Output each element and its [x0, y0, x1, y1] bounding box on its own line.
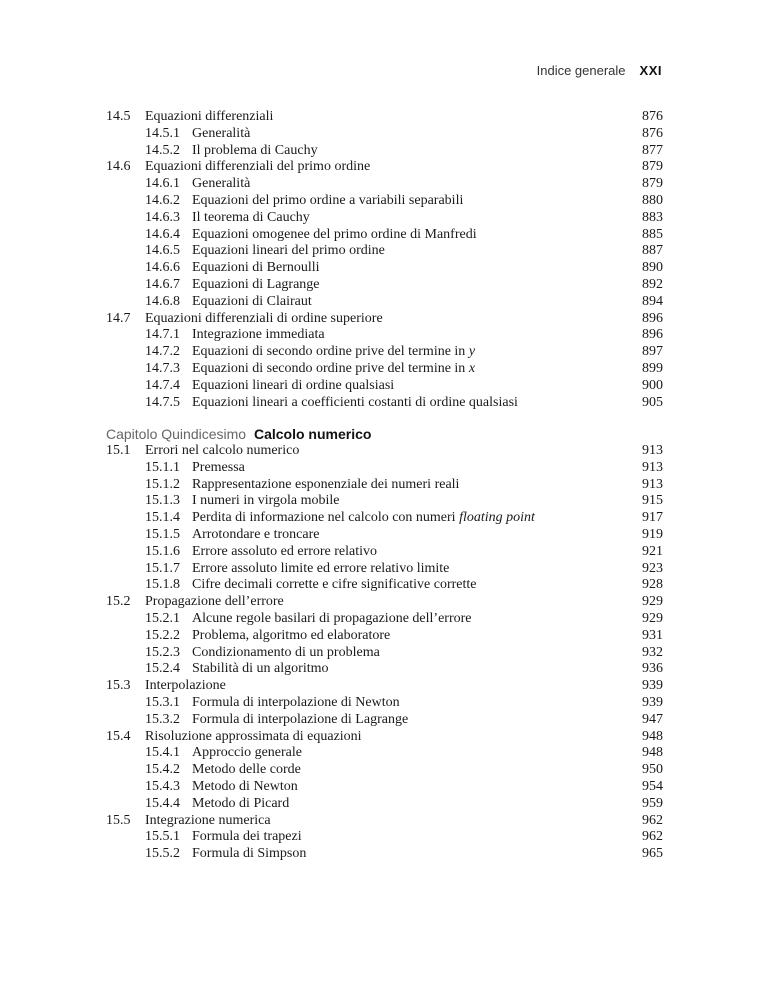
toc-entry-title-wrap — [192, 779, 623, 796]
toc-entry-title-wrap — [192, 126, 623, 143]
toc-entry-page-number: 905 — [642, 394, 663, 410]
toc-entry-title: Risoluzione approssimata di equazioni — [145, 728, 362, 744]
toc-entry-page-number: 879 — [642, 176, 663, 192]
toc-entry-number: 14.6.4 — [145, 226, 180, 242]
toc-entry-page-number: 913 — [642, 459, 663, 475]
toc-entry-title-wrap — [145, 594, 623, 611]
toc-entry-title-wrap — [192, 143, 623, 160]
toc-entry-title-wrap — [145, 729, 623, 746]
toc-entry-title-wrap — [192, 695, 623, 712]
toc-entry-number: 15.1.5 — [145, 526, 180, 542]
toc-entry-title-wrap — [192, 260, 623, 277]
toc-entry-title-wrap — [145, 109, 623, 126]
toc-entry-title-wrap — [192, 243, 623, 260]
toc-entry-page-number: 883 — [642, 209, 663, 225]
chapter-heading — [106, 425, 371, 443]
toc-entry-page-number: 948 — [642, 728, 663, 744]
toc-entry-title: Equazioni lineari del primo ordine — [192, 243, 385, 259]
toc-subsection-entry[interactable] — [106, 829, 663, 846]
toc-entry-title-wrap — [192, 378, 623, 395]
toc-entry-page-number: 919 — [642, 526, 663, 542]
toc-entry-page-number: 915 — [642, 493, 663, 509]
toc-section-entry[interactable] — [106, 678, 663, 695]
toc-entry-page-number: 947 — [642, 711, 663, 727]
toc-subsection-entry[interactable] — [106, 260, 663, 277]
toc-entry-title-wrap — [192, 277, 623, 294]
toc-entry-title: Il teorema di Cauchy — [192, 209, 310, 225]
toc-subsection-entry[interactable] — [106, 577, 663, 594]
toc-entry-page-number: 900 — [642, 377, 663, 393]
toc-entry-number: 14.6.5 — [145, 243, 180, 259]
toc-entry-title: Alcune regole basilari di propagazione dell’errore — [192, 610, 472, 626]
toc-entry-title-wrap — [192, 210, 623, 227]
toc-section-entry[interactable] — [106, 729, 663, 746]
toc-entry-title: Equazioni differenziali — [145, 109, 274, 124]
toc-entry-title-wrap — [192, 661, 623, 678]
toc-entry-title: Errori nel calcolo numerico — [145, 443, 300, 458]
toc-entry-number: 14.6.8 — [145, 293, 180, 309]
toc-entry-title: Formula di interpolazione di Newton — [192, 694, 400, 710]
toc-entry-title: Condizionamento di un problema — [192, 644, 380, 660]
toc-entry-title: Metodo delle corde — [192, 762, 301, 778]
toc-entry-title: Interpolazione — [145, 678, 226, 694]
toc-entry-number: 15.4.2 — [145, 762, 180, 778]
toc-entry-page-number: 962 — [642, 829, 663, 845]
toc-entry-title: Premessa — [192, 459, 245, 475]
toc-entry-number: 14.6.7 — [145, 276, 180, 292]
toc-subsection-entry[interactable] — [106, 277, 663, 294]
toc-entry-title: Stabilità di un algoritmo — [192, 661, 329, 677]
toc-section-entry[interactable] — [106, 109, 663, 126]
toc-entry-title-wrap — [192, 712, 623, 729]
toc-subsection-entry[interactable] — [106, 510, 663, 527]
toc-entry-number: 15.4 — [106, 728, 131, 744]
toc-entry-page-number: 892 — [642, 276, 663, 292]
toc-entry-number: 15.3 — [106, 678, 131, 694]
toc-entry-title: I numeri in virgola mobile — [192, 493, 340, 509]
toc-entry-title: Errore assoluto ed errore relativo — [192, 543, 378, 559]
toc-entry-title: Errore assoluto limite ed errore relativo limite — [192, 560, 450, 576]
toc-entry-number: 15.5 — [106, 812, 131, 828]
toc-subsection-entry[interactable] — [106, 378, 663, 395]
toc-subsection-entry[interactable] — [106, 193, 663, 210]
toc-subsection-entry[interactable] — [106, 227, 663, 244]
toc-entry-title: Propagazione dell’errore — [145, 594, 284, 610]
toc-subsection-entry[interactable] — [106, 143, 663, 160]
toc-entry-title-italic: y — [468, 344, 476, 360]
toc-entry-page-number: 962 — [642, 812, 663, 828]
toc-entry-title-wrap — [192, 227, 623, 244]
toc-entry-page-number: 936 — [642, 661, 663, 677]
toc-subsection-entry[interactable] — [106, 344, 663, 361]
toc-entry-number: 15.2 — [106, 594, 131, 610]
chapter-title: Calcolo numerico — [253, 426, 372, 442]
toc-entry-title-wrap — [192, 294, 623, 311]
toc-entry-title-wrap — [192, 493, 623, 510]
toc-entry-page-number: 876 — [642, 109, 663, 124]
toc-entry-title-italic: floating point — [459, 510, 535, 526]
toc-entry-title-wrap — [192, 327, 623, 344]
toc-entry-title: Integrazione numerica — [145, 812, 271, 828]
toc-entry-title: Metodo di Newton — [192, 778, 298, 794]
toc-entry-number: 14.6 — [106, 159, 131, 175]
toc-entry-title-wrap — [192, 628, 623, 645]
toc-subsection-entry[interactable] — [106, 661, 663, 678]
toc-entry-page-number: 965 — [642, 846, 663, 862]
toc-entry-title-wrap — [192, 344, 623, 361]
toc-entry-page-number: 896 — [642, 310, 663, 326]
toc-entry-number: 15.1.1 — [145, 459, 180, 475]
toc-entry-title: Equazioni differenziali di ordine superiore — [145, 310, 383, 326]
toc-entry-page-number: 876 — [642, 125, 663, 141]
toc-entry-number: 15.2.4 — [145, 661, 180, 677]
page-number: XXI — [639, 63, 662, 78]
toc-subsection-entry[interactable] — [106, 477, 663, 494]
toc-entry-title: Generalità — [192, 176, 251, 192]
toc-entry-page-number: 890 — [642, 260, 663, 276]
toc-subsection-entry[interactable] — [106, 460, 663, 477]
toc-subsection-entry[interactable] — [106, 395, 663, 412]
toc-entry-title: Integrazione immediata — [192, 327, 325, 343]
toc-entry-title-wrap — [192, 527, 623, 544]
toc-entry-title: Equazioni di Bernoulli — [192, 260, 320, 276]
toc-entry-title: Perdita di informazione nel calcolo con numeri — [192, 510, 456, 526]
toc-entry-title-italic: x — [468, 360, 476, 376]
toc-entry-title-wrap — [192, 460, 623, 477]
toc-entry-title-wrap — [192, 796, 623, 813]
toc-subsection-entry[interactable] — [106, 210, 663, 227]
toc-entry-number: 15.1.7 — [145, 560, 180, 576]
toc-entry-number: 14.6.2 — [145, 192, 180, 208]
toc-entry-number: 15.2.1 — [145, 610, 180, 626]
toc-entry-title: Equazioni lineari di ordine qualsiasi — [192, 377, 395, 393]
toc-entry-title: Equazioni differenziali del primo ordine — [145, 159, 371, 175]
toc-subsection-entry[interactable] — [106, 294, 663, 311]
toc-entry-title: Arrotondare e troncare — [192, 526, 320, 542]
toc-entry-number: 14.7.5 — [145, 394, 180, 410]
toc-entry-number: 15.4.4 — [145, 795, 180, 811]
toc-entry-title-wrap — [192, 176, 623, 193]
chapter-label: Capitolo Quindicesimo — [106, 426, 247, 442]
toc-entry-page-number: 923 — [642, 560, 663, 576]
toc-entry-title-wrap — [192, 745, 623, 762]
toc-entry-page-number: 897 — [642, 344, 663, 360]
toc-entry-number: 15.5.1 — [145, 829, 180, 845]
toc-entry-title: Approccio generale — [192, 745, 302, 761]
toc-entry-page-number: 880 — [642, 192, 663, 208]
toc-subsection-entry[interactable] — [106, 762, 663, 779]
toc-entry-title: Formula di interpolazione di Lagrange — [192, 711, 409, 727]
toc-entry-title: Rappresentazione esponenziale dei numeri reali — [192, 476, 460, 492]
toc-section-entry[interactable] — [106, 443, 663, 460]
toc-entry-number: 15.5.2 — [145, 846, 180, 862]
toc-subsection-entry[interactable] — [106, 176, 663, 193]
toc-entry-page-number: 929 — [642, 610, 663, 626]
toc-entry-number: 14.7 — [106, 310, 131, 326]
toc-entry-number: 15.2.2 — [145, 627, 180, 643]
toc-entry-title-wrap — [192, 645, 623, 662]
toc-entry-title: Equazioni omogenee del primo ordine di Manfredi — [192, 226, 477, 242]
toc-entry-title-wrap — [192, 361, 623, 378]
toc-entry-title-wrap — [192, 577, 623, 594]
toc-entry-title: Equazioni di secondo ordine prive del termine in — [192, 360, 466, 376]
toc-entry-page-number: 932 — [642, 644, 663, 660]
toc-entry-number: 14.7.1 — [145, 327, 180, 343]
toc-entry-title: Problema, algoritmo ed elaboratore — [192, 627, 391, 643]
toc-subsection-entry[interactable] — [106, 611, 663, 628]
toc-entry-page-number: 879 — [642, 159, 663, 175]
toc-entry-number: 14.7.3 — [145, 360, 180, 376]
toc-subsection-entry[interactable] — [106, 361, 663, 378]
toc-entry-number: 14.5 — [106, 109, 131, 124]
toc-subsection-entry[interactable] — [106, 527, 663, 544]
toc-entry-page-number: 959 — [642, 795, 663, 811]
toc-entry-number: 15.1.6 — [145, 543, 180, 559]
toc-subsection-entry[interactable] — [106, 712, 663, 729]
toc-block-chapter-15 — [106, 443, 663, 863]
toc-subsection-entry[interactable] — [106, 544, 663, 561]
toc-entry-title-wrap — [192, 846, 623, 863]
toc-entry-title: Equazioni di Clairaut — [192, 293, 312, 309]
toc-subsection-entry[interactable] — [106, 561, 663, 578]
toc-subsection-entry[interactable] — [106, 695, 663, 712]
toc-subsection-entry[interactable] — [106, 327, 663, 344]
toc-entry-page-number: 939 — [642, 678, 663, 694]
toc-entry-page-number: 954 — [642, 778, 663, 794]
toc-entry-number: 15.2.3 — [145, 644, 180, 660]
toc-entry-number: 15.1.8 — [145, 577, 180, 593]
toc-entry-page-number: 913 — [642, 443, 663, 458]
toc-entry-title-wrap — [192, 193, 623, 210]
toc-subsection-entry[interactable] — [106, 745, 663, 762]
toc-entry-page-number: 896 — [642, 327, 663, 343]
toc-entry-title: Equazioni lineari a coefficienti costanti di ordine qualsiasi — [192, 394, 518, 410]
toc-entry-number: 15.1 — [106, 443, 131, 458]
toc-entry-title-wrap — [192, 561, 623, 578]
toc-entry-title-wrap — [192, 544, 623, 561]
toc-entry-title-wrap — [192, 611, 623, 628]
toc-entry-page-number: 928 — [642, 577, 663, 593]
toc-entry-page-number: 929 — [642, 594, 663, 610]
toc-subsection-entry[interactable] — [106, 645, 663, 662]
toc-entry-page-number: 885 — [642, 226, 663, 242]
toc-entry-title-wrap — [145, 678, 623, 695]
toc-entry-page-number: 894 — [642, 293, 663, 309]
toc-subsection-entry[interactable] — [106, 493, 663, 510]
toc-entry-title: Metodo di Picard — [192, 795, 290, 811]
toc-entry-title: Equazioni di secondo ordine prive del termine in — [192, 344, 466, 360]
toc-entry-number: 15.1.3 — [145, 493, 180, 509]
toc-entry-page-number: 948 — [642, 745, 663, 761]
toc-entry-title-wrap — [145, 159, 623, 176]
toc-entry-title-wrap — [145, 311, 623, 328]
toc-entry-title-wrap — [192, 477, 623, 494]
toc-section-entry[interactable] — [106, 311, 663, 328]
toc-entry-number: 15.1.4 — [145, 510, 180, 526]
toc-subsection-entry[interactable] — [106, 779, 663, 796]
toc-subsection-entry[interactable] — [106, 846, 663, 863]
toc-entry-page-number: 887 — [642, 243, 663, 259]
toc-entry-number: 14.5.2 — [145, 142, 180, 158]
toc-subsection-entry[interactable] — [106, 796, 663, 813]
toc-entry-page-number: 917 — [642, 510, 663, 526]
toc-block-chapter-14 — [106, 109, 663, 411]
toc-section-entry[interactable] — [106, 594, 663, 611]
toc-entry-page-number: 899 — [642, 360, 663, 376]
toc-entry-number: 14.6.1 — [145, 176, 180, 192]
toc-subsection-entry[interactable] — [106, 126, 663, 143]
toc-entry-page-number: 939 — [642, 694, 663, 710]
header-section-title: Indice generale — [536, 63, 626, 78]
toc-entry-number: 14.6.3 — [145, 209, 180, 225]
toc-subsection-entry[interactable] — [106, 628, 663, 645]
toc-entry-page-number: 921 — [642, 543, 663, 559]
running-header — [537, 63, 662, 78]
toc-entry-number: 14.5.1 — [145, 125, 180, 141]
toc-entry-number: 15.3.1 — [145, 694, 180, 710]
toc-entry-title-wrap — [192, 762, 623, 779]
toc-entry-number: 14.7.2 — [145, 344, 180, 360]
toc-section-entry[interactable] — [106, 159, 663, 176]
toc-entry-title: Formula dei trapezi — [192, 829, 302, 845]
toc-entry-page-number: 931 — [642, 627, 663, 643]
toc-entry-title: Equazioni di Lagrange — [192, 276, 320, 292]
toc-entry-number: 15.4.3 — [145, 778, 180, 794]
toc-entry-number: 14.7.4 — [145, 377, 180, 393]
toc-entry-number: 15.1.2 — [145, 476, 180, 492]
toc-entry-page-number: 913 — [642, 476, 663, 492]
toc-entry-title-wrap — [145, 443, 623, 460]
toc-entry-number: 15.4.1 — [145, 745, 180, 761]
toc-entry-title: Cifre decimali corrette e cifre significative corrette — [192, 577, 477, 593]
toc-entry-number: 15.3.2 — [145, 711, 180, 727]
toc-entry-title-wrap — [192, 395, 623, 412]
toc-entry-title-wrap — [145, 813, 623, 830]
toc-subsection-entry[interactable] — [106, 243, 663, 260]
toc-entry-title: Il problema di Cauchy — [192, 142, 318, 158]
toc-entry-title: Formula di Simpson — [192, 846, 307, 862]
toc-section-entry[interactable] — [106, 813, 663, 830]
toc-entry-title-wrap — [192, 510, 623, 527]
toc-entry-number: 14.6.6 — [145, 260, 180, 276]
toc-entry-title-wrap — [192, 829, 623, 846]
toc-entry-title: Generalità — [192, 125, 251, 141]
toc-entry-page-number: 950 — [642, 762, 663, 778]
toc-entry-page-number: 877 — [642, 142, 663, 158]
toc-entry-title: Equazioni del primo ordine a variabili separabili — [192, 192, 464, 208]
